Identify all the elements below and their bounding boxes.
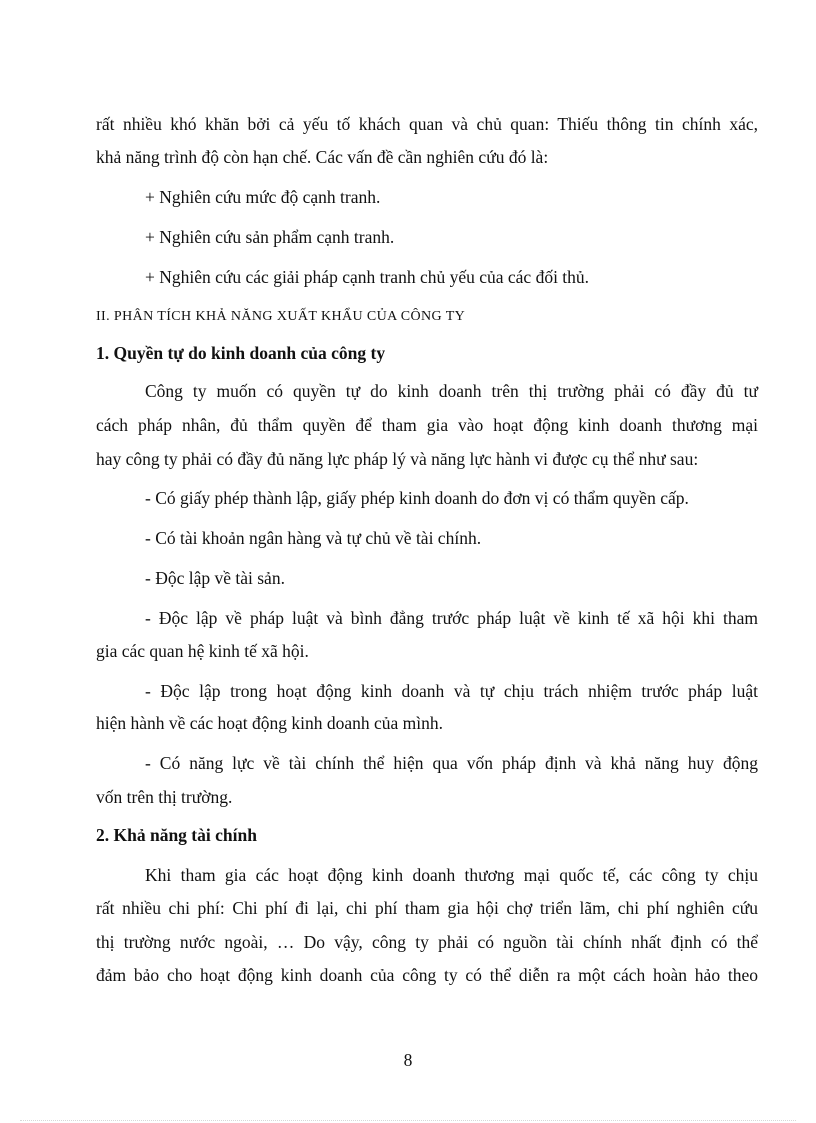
bullet-bank-account: - Có tài khoản ngân hàng và tự chủ về tài chính. [145, 528, 482, 548]
bullet-finance-line-1: - Có năng lực về tài chính thể hiện qua vốn pháp định và khả năng huy động [145, 753, 758, 773]
bullet-assets: - Độc lập về tài sản. [145, 568, 285, 588]
research-item-competition-level: + Nghiên cứu mức độ cạnh tranh. [145, 187, 381, 207]
bullet-license: - Có giấy phép thành lập, giấy phép kinh doanh do đơn vị có thẩm quyền cấp. [145, 488, 689, 508]
research-item-competing-products: + Nghiên cứu sản phẩm cạnh tranh. [145, 227, 395, 247]
page-bottom-border [20, 1120, 796, 1121]
para1-line-3: hay công ty phải có đầy đủ năng lực pháp lý và năng lực hành vi được cụ thể như sau: [96, 449, 699, 469]
heading-financial-capacity: 2. Khả năng tài chính [96, 825, 257, 845]
heading-business-freedom: 1. Quyền tự do kinh doanh của công ty [96, 343, 386, 363]
para2-line-1: Khi tham gia các hoạt động kinh doanh thương mại quốc tế, các công ty chịu [145, 865, 758, 885]
para2-line-2: rất nhiều chi phí: Chi phí đi lại, chi phí tham gia hội chợ triển lãm, chi phí nghiên cứu [96, 898, 758, 918]
intro-line-2: khả năng trình độ còn hạn chế. Các vấn đề cần nghiên cứu đó là: [96, 147, 549, 167]
bullet-responsibility-line-1: - Độc lập trong hoạt động kinh doanh và tự chịu trách nhiệm trước pháp luật [145, 681, 758, 701]
bullet-responsibility-line-2: hiện hành về các hoạt động kinh doanh của mình. [96, 713, 443, 733]
para2-line-3: thị trường nước ngoài, … Do vậy, công ty phải có nguồn tài chính nhất định có thể [96, 932, 758, 952]
section-title: II. PHÂN TÍCH KHẢ NĂNG XUẤT KHẨU CỦA CÔNG TY [96, 309, 466, 324]
bullet-legal-line-1: - Độc lập về pháp luật và bình đẳng trước pháp luật về kinh tế xã hội khi tham [145, 608, 758, 628]
bullet-legal-line-2: gia các quan hệ kinh tế xã hội. [96, 641, 309, 661]
research-item-competitor-solutions: + Nghiên cứu các giải pháp cạnh tranh chủ yếu của các đối thủ. [145, 267, 590, 287]
intro-line-1: rất nhiều khó khăn bởi cả yếu tố khách quan và chủ quan: Thiếu thông tin chính xác, [96, 114, 758, 134]
para1-line-2: cách pháp nhân, đủ thẩm quyền để tham gia vào hoạt động kinh doanh thương mại [96, 415, 758, 435]
page-number: 8 [403, 1050, 413, 1070]
para2-line-4: đảm bảo cho hoạt động kinh doanh của công ty có thể diễn ra một cách hoàn hảo theo [96, 965, 758, 985]
para1-line-1: Công ty muốn có quyền tự do kinh doanh trên thị trường phải có đầy đủ tư [145, 381, 758, 401]
bullet-finance-line-2: vốn trên thị trường. [96, 787, 233, 807]
